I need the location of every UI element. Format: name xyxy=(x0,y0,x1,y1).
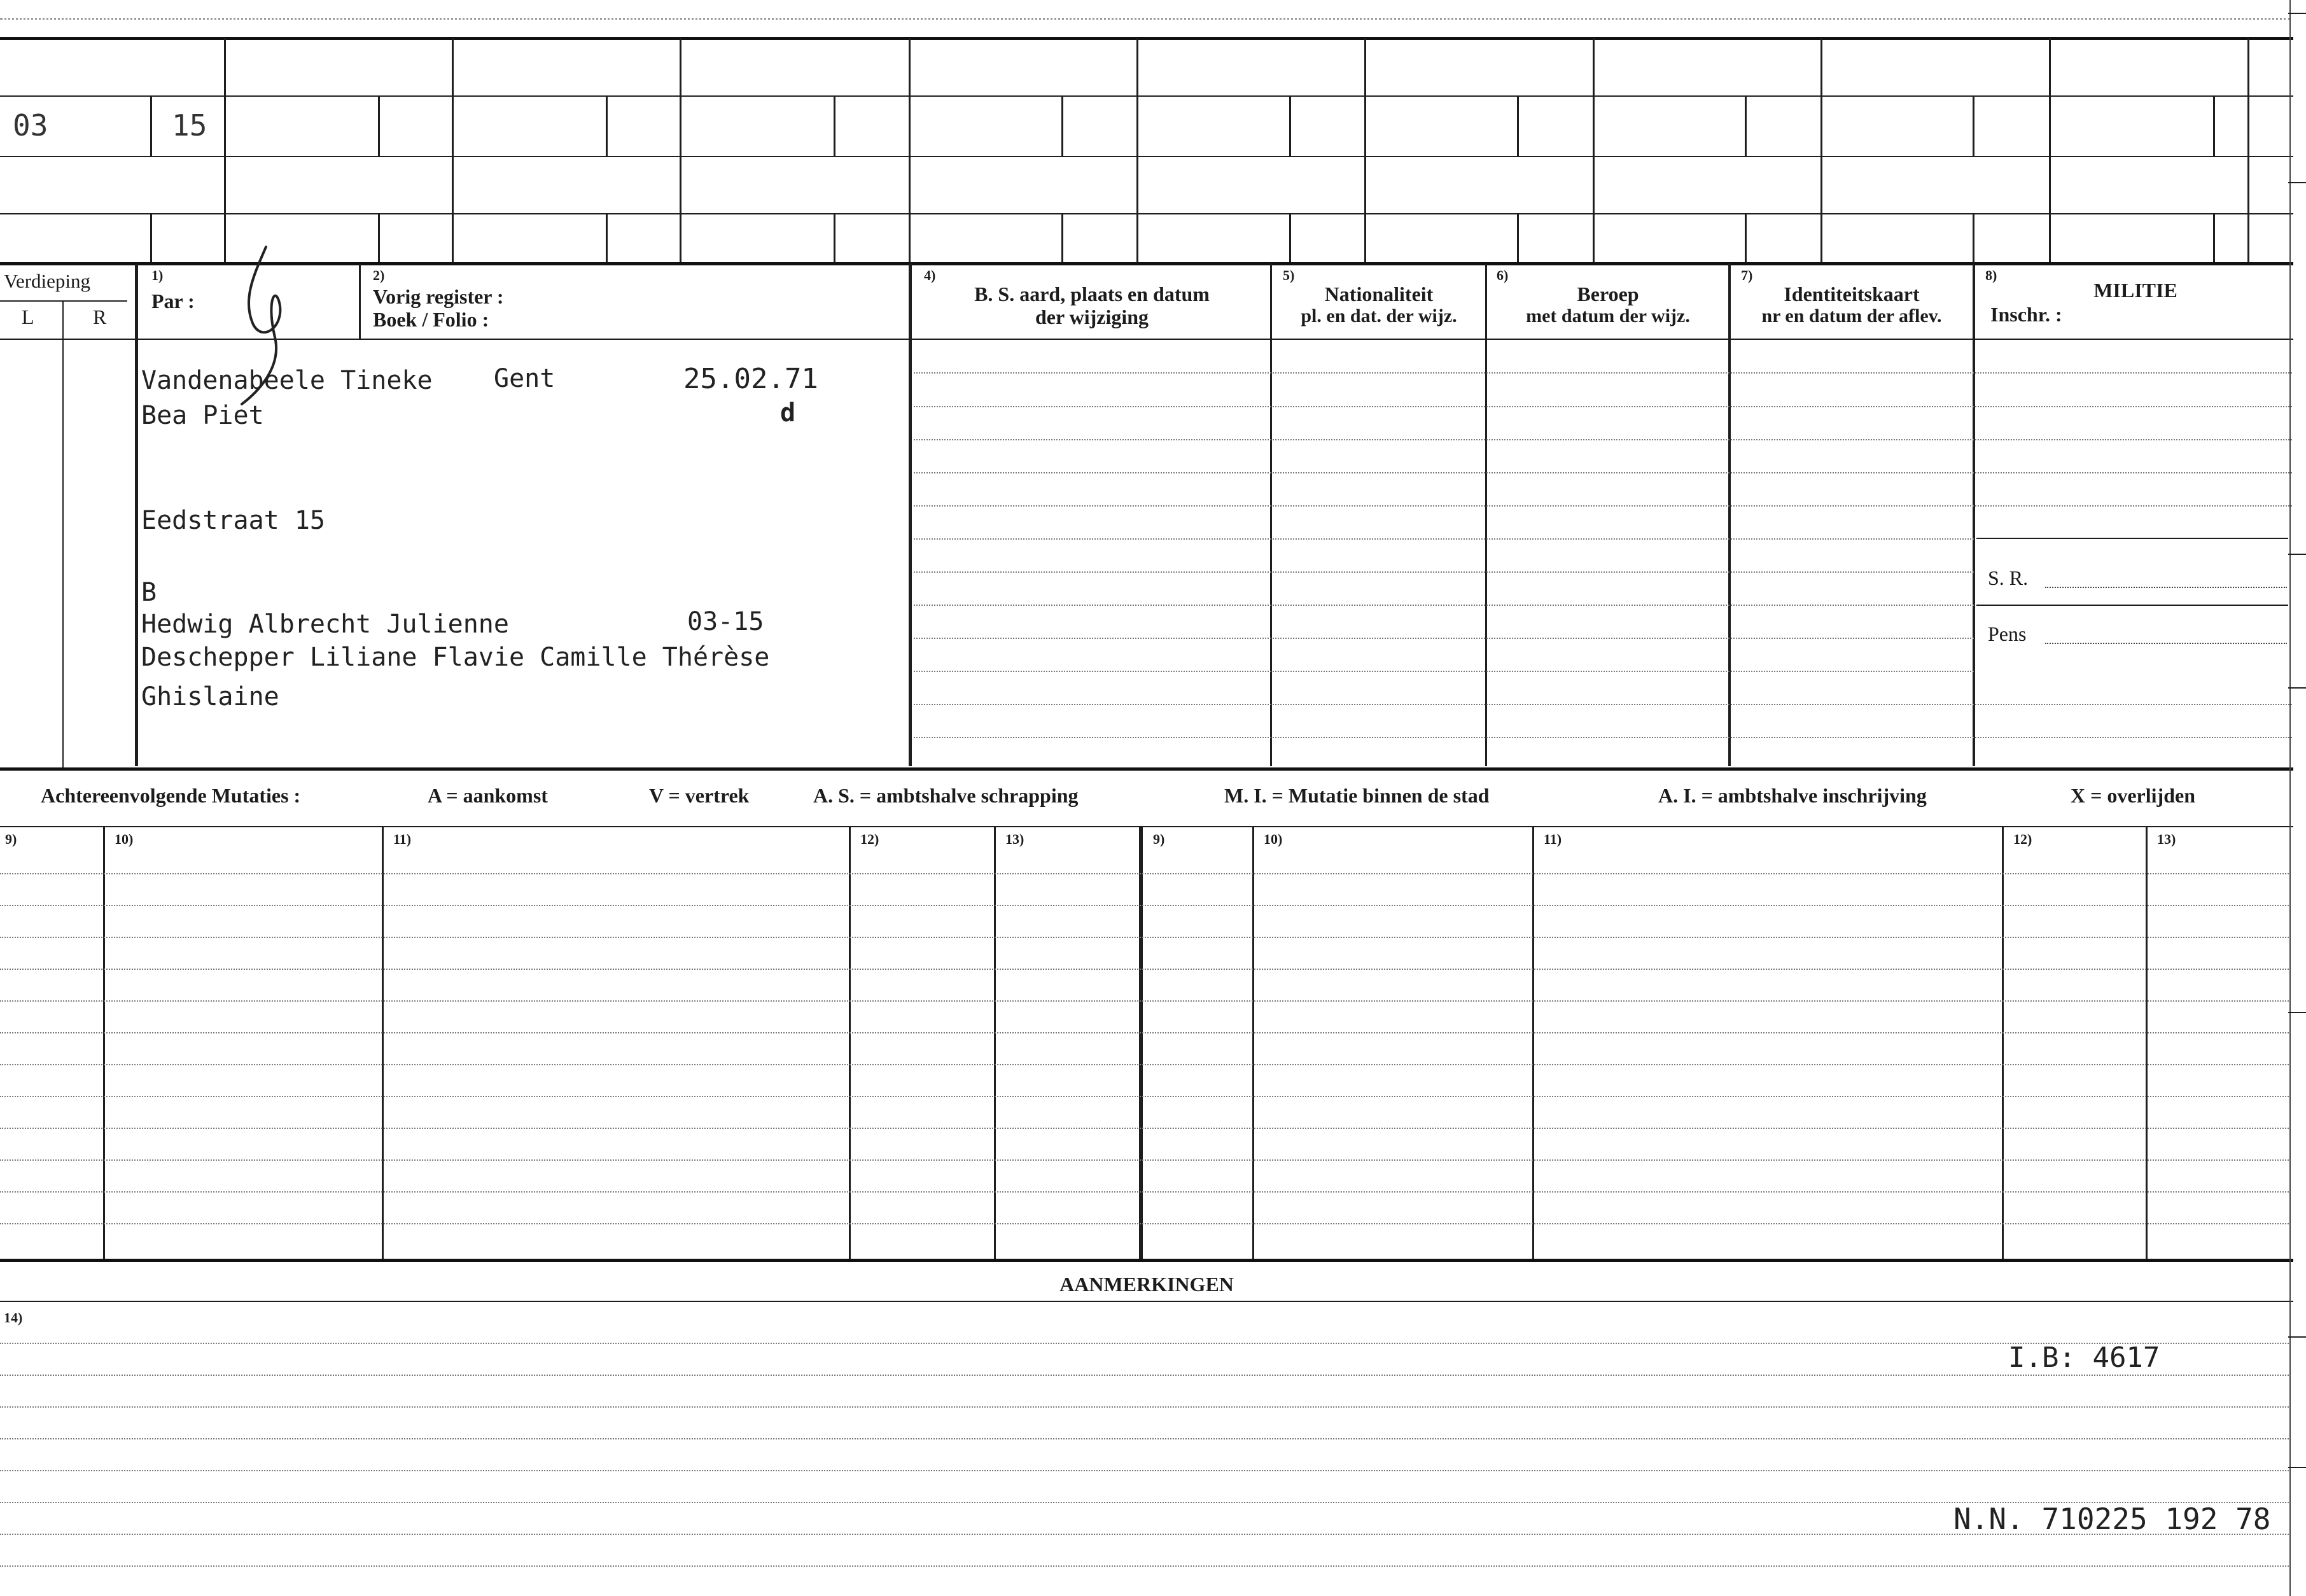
mut-col-13b: 13) xyxy=(2157,831,2176,847)
person-name: Vandenabeele Tineke xyxy=(141,366,433,395)
militie-header: MILITIE xyxy=(2093,279,2177,302)
sr-label: S. R. xyxy=(1988,566,2029,589)
par-label: Par : xyxy=(151,290,195,312)
verdieping-label: Verdieping xyxy=(4,270,91,292)
mut-col-9b: 9) xyxy=(1153,831,1165,847)
mutaties-as: A. S. = ambtshalve schrapping xyxy=(813,784,1079,807)
inschr-label: Inschr. : xyxy=(1990,303,2062,326)
mut-col-12b: 12) xyxy=(2013,831,2032,847)
top-cell-value-1: 03 xyxy=(13,108,48,143)
person-father: Hedwig Albrecht Julienne xyxy=(141,610,509,639)
beroep-header-line2: met datum der wijz. xyxy=(1526,305,1690,326)
ib-number: I.B: 4617 xyxy=(2008,1341,2160,1374)
person-birthdate: 25.02.71 xyxy=(683,363,818,395)
person-line2: Bea Piet xyxy=(141,401,264,430)
identiteitskaart-header-line1: Identiteitskaart xyxy=(1784,283,1920,305)
col-number-5: 5) xyxy=(1283,267,1295,283)
nationaliteit-header-line2: pl. en dat. der wijz. xyxy=(1301,305,1457,326)
mut-col-12a: 12) xyxy=(860,831,879,847)
nn-number: N.N. 710225 192 78 xyxy=(1953,1502,2271,1536)
r-label: R xyxy=(93,305,107,328)
col-number-2: 2) xyxy=(373,267,385,283)
identiteitskaart-header-line2: nr en datum der aflev. xyxy=(1761,305,1942,326)
person-address: Eedstraat 15 xyxy=(141,506,325,535)
vorig-register-label: Vorig register : xyxy=(373,285,504,308)
nationaliteit-header-line1: Nationaliteit xyxy=(1324,283,1434,305)
mutaties-ai: A. I. = ambtshalve inschrijving xyxy=(1658,784,1927,807)
person-ref: 03-15 xyxy=(687,607,764,636)
mutaties-x: X = overlijden xyxy=(2071,784,2195,807)
beroep-header-line1: Beroep xyxy=(1577,283,1639,305)
person-mother: Deschepper Liliane Flavie Camille Thérèse xyxy=(141,643,770,672)
bs-header-line1: B. S. aard, plaats en datum xyxy=(974,283,1210,305)
person-sex: d xyxy=(780,398,796,428)
l-label: L xyxy=(22,305,34,328)
mut-col-11a: 11) xyxy=(393,831,412,847)
person-code: B xyxy=(141,578,157,607)
aanmerkingen-title: AANMERKINGEN xyxy=(1059,1273,1234,1296)
person-mother-cont: Ghislaine xyxy=(141,682,279,711)
boek-folio-label: Boek / Folio : xyxy=(373,308,489,331)
top-cell-value-2: 15 xyxy=(172,108,207,143)
col-number-14: 14) xyxy=(4,1310,23,1326)
pens-label: Pens xyxy=(1988,622,2027,645)
mut-col-10a: 10) xyxy=(115,831,134,847)
mut-col-11b: 11) xyxy=(1544,831,1562,847)
mutaties-v: V = vertrek xyxy=(649,784,750,807)
mutaties-a: A = aankomst xyxy=(428,784,548,807)
mut-col-9a: 9) xyxy=(5,831,17,847)
col-number-4: 4) xyxy=(924,267,936,283)
scan-edge-noise xyxy=(0,18,2291,20)
col-number-1: 1) xyxy=(151,267,164,283)
mut-col-10b: 10) xyxy=(1264,831,1283,847)
col-number-7: 7) xyxy=(1741,267,1753,283)
bs-header-line2: der wijziging xyxy=(1035,305,1149,328)
mut-col-13a: 13) xyxy=(1005,831,1024,847)
person-birthplace: Gent xyxy=(494,364,556,393)
mutaties-mi: M. I. = Mutatie binnen de stad xyxy=(1224,784,1490,807)
col-number-6: 6) xyxy=(1497,267,1509,283)
mutaties-title: Achtereenvolgende Mutaties : xyxy=(41,784,301,807)
col-number-8: 8) xyxy=(1985,267,1997,283)
